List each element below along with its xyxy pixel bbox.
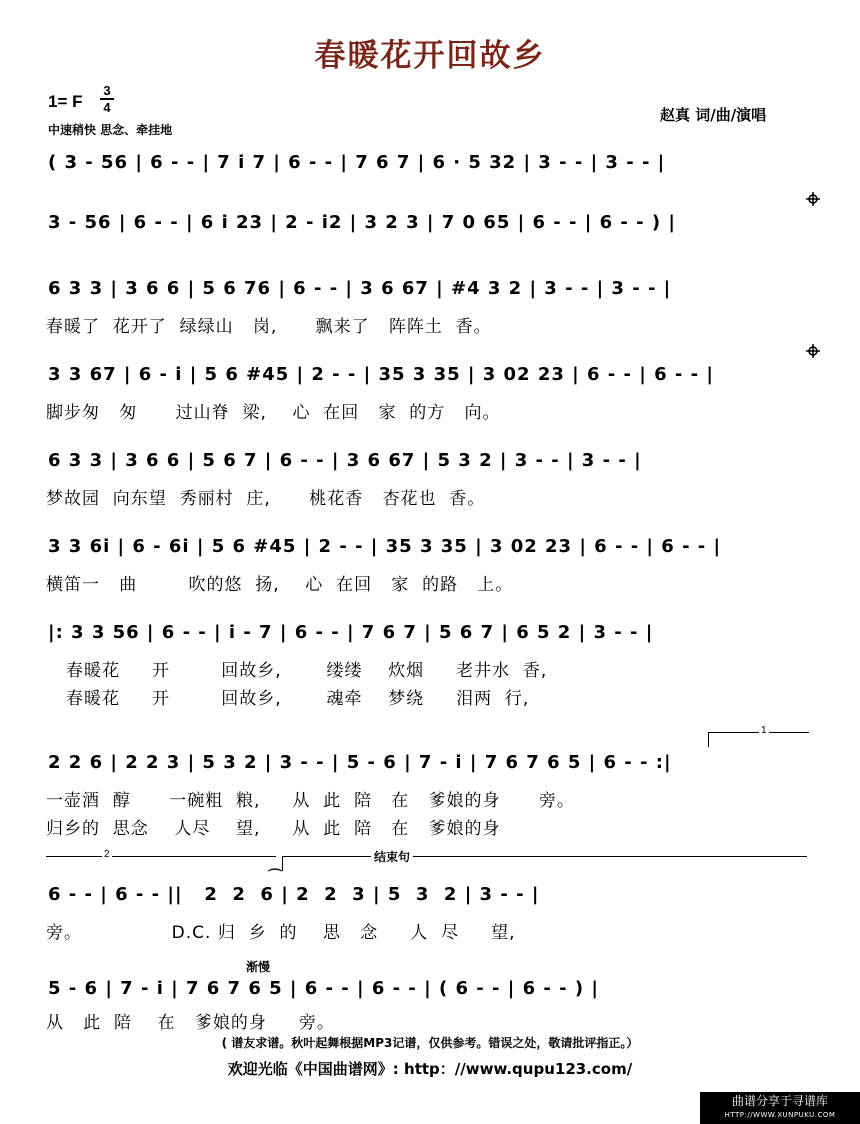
ending-phrase-label: 结束句 xyxy=(371,848,413,865)
site-footer: 欢迎光临《中国曲谱网》: http：//www.qupu123.com/ xyxy=(227,1060,633,1078)
page-title: 春暖花开回故乡 xyxy=(314,38,546,74)
lyrics-row-5: 梦故园 向东望 秀丽村 庄, 桃花香 杏花也 香。 xyxy=(46,489,486,509)
notation-row-9: 6 - - | 6 - - || 2 2 6 | 2 2 3 | 5 3 2 | 3 - - | xyxy=(48,884,540,905)
lyrics-row-6: 横笛一 曲 吹的悠 扬, 心 在回 家 的路 上。 xyxy=(46,575,514,595)
watermark-main: 曲谱分享于寻谱库 xyxy=(731,1094,828,1108)
ending-1-label: 1 xyxy=(761,725,767,736)
lyrics-row-4: 脚步匆 匆 过山脊 梁, 心 在回 家 的方 向。 xyxy=(46,403,501,423)
notation-row-4: 3 3 67 | 6 - i | 5 6 #45 | 2 - - | 35 3 35 | 3 02 23 | 6 - - | 6 - - | xyxy=(48,364,714,385)
notation-row-7: |: 3 3 56 | 6 - - | i - 7 | 6 - - | 7 6 7 | 5 6 7 | 6 5 2 | 3 - - | xyxy=(48,622,654,643)
notation-row-2: 3 - 56 | 6 - - | 6 i 23 | 2 - i2 | 3 2 3 | 7 0 65 | 6 - - | 6 - - ) | xyxy=(48,212,676,233)
lyrics-row-8-verse-2: 归乡的 思念 人尽 望, 从 此 陪 在 爹娘的身 xyxy=(46,819,501,839)
fermata-icon: ⌒ xyxy=(268,869,282,885)
notation-row-1: ( 3 - 56 | 6 - - | 7 i 7 | 6 - - | 7 6 7 | 6 · 5 32 | 3 - - | 3 - - | xyxy=(48,152,666,173)
notation-row-10: 5 - 6 | 7 - i | 7 6 7 6 5 | 6 - - | 6 - - | ( 6 - - | 6 - - ) | xyxy=(48,978,599,999)
lyrics-row-10: 从 此 陪 在 爹娘的身 旁。 xyxy=(46,1013,335,1033)
ending-phrase-bracket xyxy=(282,850,807,871)
time-signature xyxy=(100,84,114,114)
ritardando-marking: 渐慢 xyxy=(246,960,271,974)
key-signature: 1= F xyxy=(48,92,83,111)
lyrics-row-9: 旁。 D.C. 归 乡 的 思 念 人 尽 望, xyxy=(46,923,516,943)
watermark xyxy=(700,1092,860,1124)
tempo-marking: 中速稍快 思念、牵挂地 xyxy=(48,123,173,137)
lyrics-row-3: 春暖了 花开了 绿绿山 岗, 飘来了 阵阵土 香。 xyxy=(46,317,492,337)
coda-icon xyxy=(806,192,820,206)
time-signature-top: 3 xyxy=(103,83,111,98)
credit-line: 赵真 词/曲/演唱 xyxy=(660,106,767,124)
notation-row-3: 6 3 3 | 3 6 6 | 5 6 76 | 6 - - | 3 6 67 | #4 3 2 | 3 - - | 3 - - | xyxy=(48,278,672,299)
coda-icon xyxy=(806,344,820,358)
lyrics-row-8-verse-1: 一壶酒 醇 一碗粗 粮, 从 此 陪 在 爹娘的身 旁。 xyxy=(46,791,575,811)
notation-row-5: 6 3 3 | 3 6 6 | 5 6 7 | 6 - - | 3 6 67 | 5 3 2 | 3 - - | 3 - - | xyxy=(48,450,642,471)
lyrics-row-7-verse-2: 春暖花 开 回故乡, 魂牵 梦绕 泪两 行, xyxy=(66,689,530,709)
watermark-url: HTTP://WWW.XUNPUKU.COM xyxy=(724,1111,836,1119)
notation-row-6: 3 3 6i | 6 - 6i | 5 6 #45 | 2 - - | 35 3 35 | 3 02 23 | 6 - - | 6 - - | xyxy=(48,536,722,557)
time-signature-bottom: 4 xyxy=(103,100,111,115)
ending-1-bracket xyxy=(708,725,809,747)
ending-2-label: 2 xyxy=(104,849,110,860)
footnote: ( 谱友求谱。秋叶起舞根据MP3记谱，仅供参考。错误之处，敬请批评指正。） xyxy=(221,1036,639,1050)
notation-row-8: 2 2 6 | 2 2 3 | 5 3 2 | 3 - - | 5 - 6 | 7 - i | 7 6 7 6 5 | 6 - - :| xyxy=(48,752,672,773)
lyrics-row-7-verse-1: 春暖花 开 回故乡, 缕缕 炊烟 老井水 香, xyxy=(66,661,548,681)
ending-2-bracket xyxy=(46,849,276,871)
